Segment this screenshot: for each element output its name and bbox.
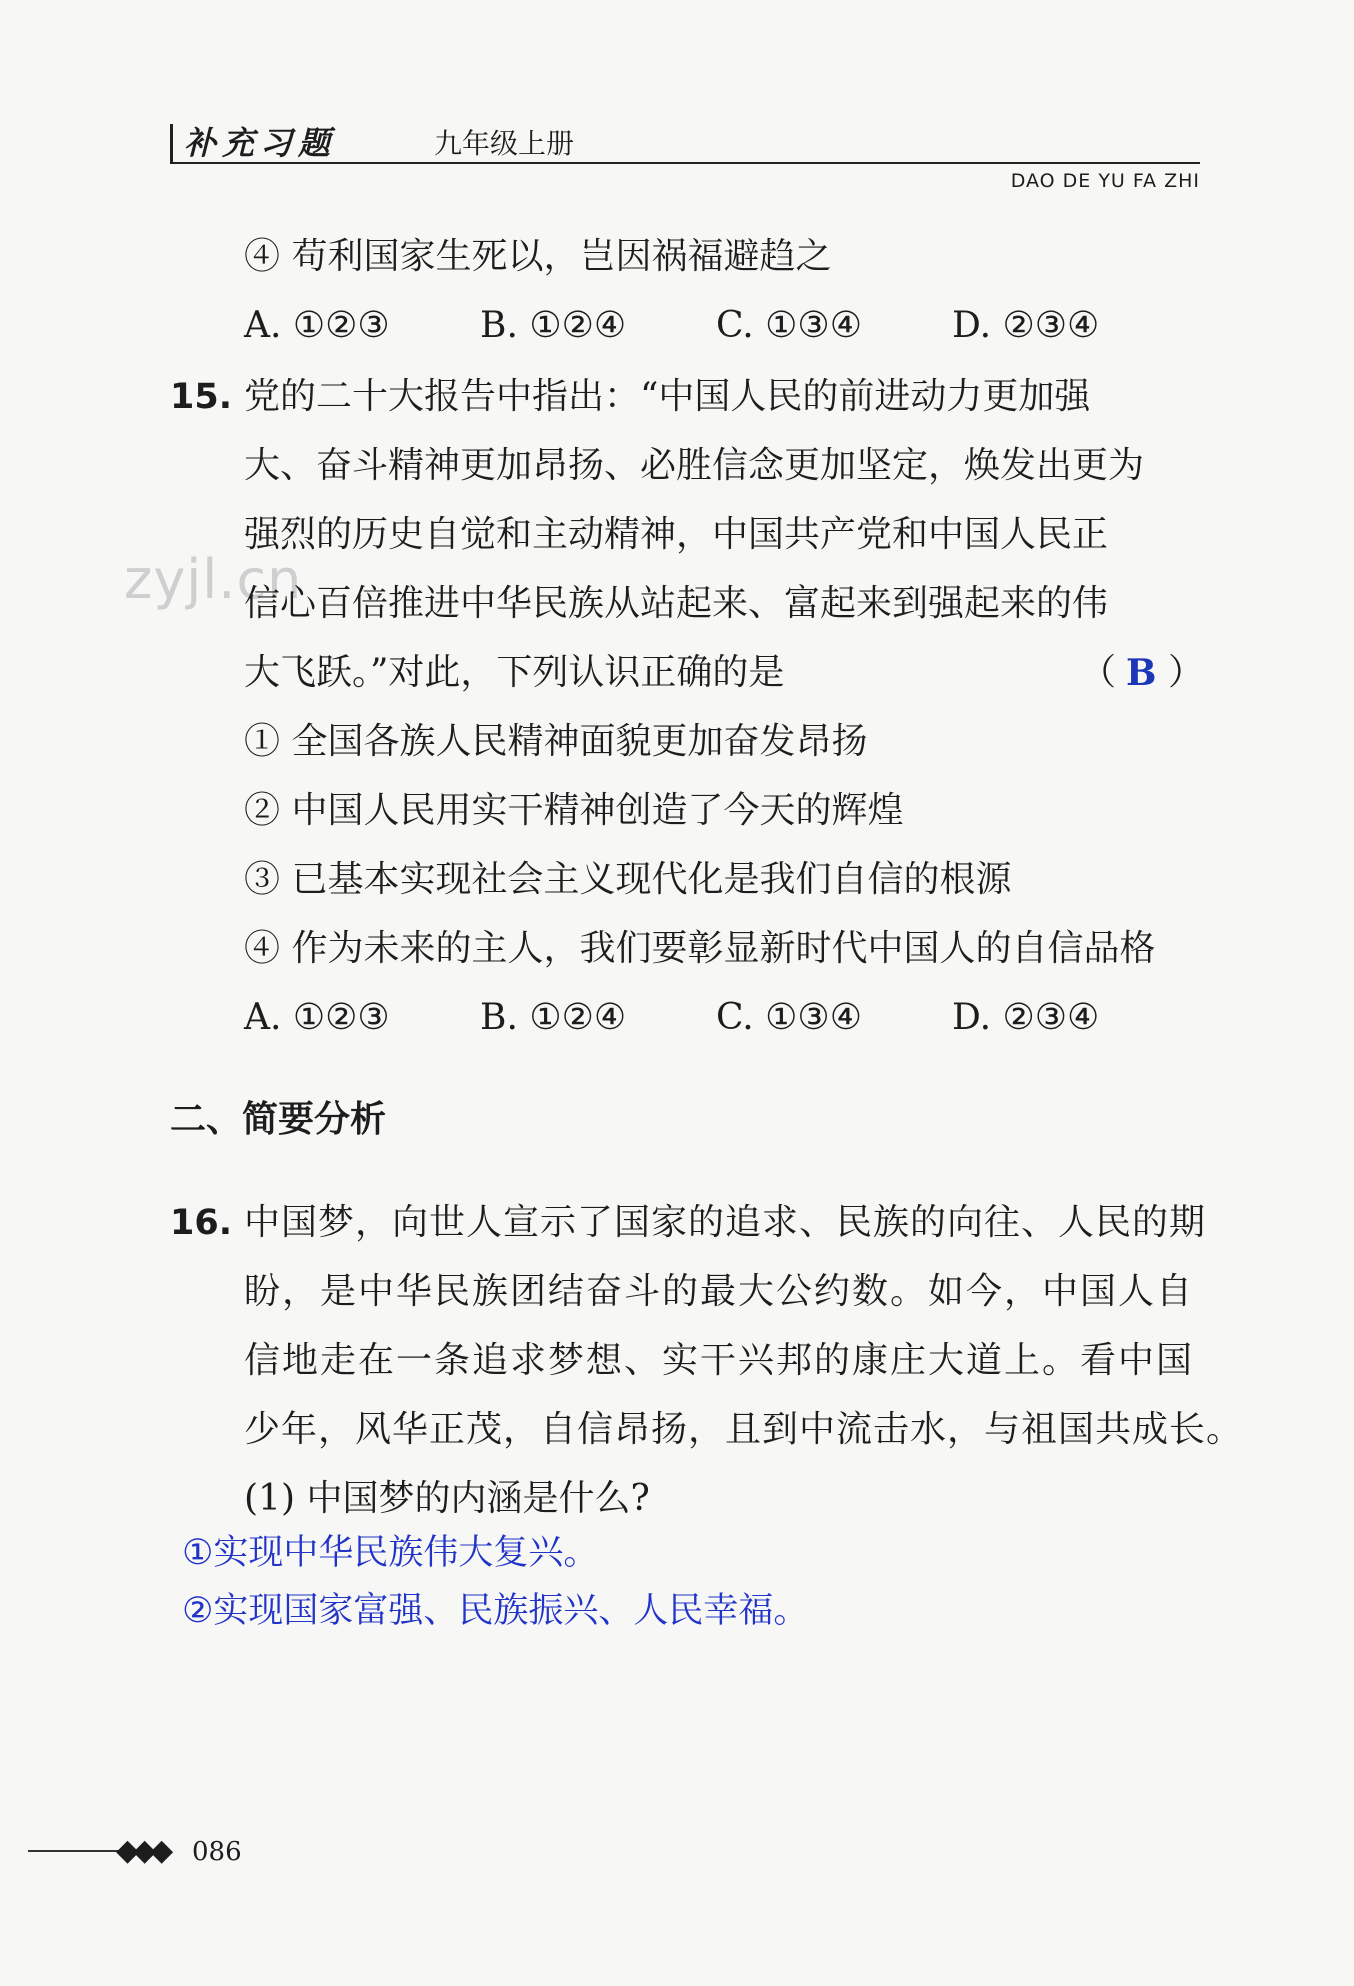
q16-number: 16. — [170, 1203, 233, 1243]
book-title: 补充习题 — [184, 124, 337, 162]
q15-item-1: ① 全国各族人民精神面貌更加奋发昂扬 — [244, 721, 868, 762]
q14-item-4: ④ 苟利国家生死以，岂因祸福避趋之 — [244, 236, 832, 277]
q16-stem-line-1: 中国梦，向世人宣示了国家的追求、民族的向往、人民的期 — [244, 1202, 1207, 1243]
q14-choice-d: D. ②③④ — [952, 305, 1100, 346]
q16-stem-line-4: 少年，风华正茂，自信昂扬，且到中流击水，与祖国共成长。 — [244, 1409, 1244, 1450]
q15-stem-line-4: 信心百倍推进中华民族从站起来、富起来到强起来的伟 — [244, 583, 1109, 624]
q16-subquestion-1: (1) 中国梦的内涵是什么? — [244, 1478, 650, 1519]
q16-answer-line-1: ①实现中华民族伟大复兴。 — [182, 1533, 599, 1573]
q14-choice-b: B. ①②④ — [480, 305, 627, 346]
footer-rule — [28, 1850, 122, 1852]
answer-paren-open: （ — [1080, 652, 1117, 693]
page-number: 086 — [192, 1837, 242, 1867]
q15-stem-line-3: 强烈的历史自觉和主动精神，中国共产党和中国人民正 — [244, 514, 1109, 555]
q15-item-2: ② 中国人民用实干精神创造了今天的辉煌 — [244, 790, 904, 831]
q14-choice-a: A. ①②③ — [244, 305, 390, 346]
grade-label: 九年级上册 — [434, 127, 575, 160]
q15-choice-c: C. ①③④ — [716, 997, 862, 1038]
q15-choice-b: B. ①②④ — [480, 997, 627, 1038]
q15-choice-a: A. ①②③ — [244, 997, 390, 1038]
q15-item-4: ④ 作为未来的主人，我们要彰显新时代中国人的自信品格 — [244, 928, 1156, 969]
q15-number: 15. — [170, 377, 233, 417]
q15-stem-line-1: 党的二十大报告中指出：“中国人民的前进动力更加强 — [244, 376, 1091, 417]
q15-item-3: ③ 已基本实现社会主义现代化是我们自信的根源 — [244, 859, 1012, 900]
header-rule — [170, 162, 1200, 164]
subject-pinyin: DAO DE YU FA ZHI — [1010, 170, 1200, 192]
q15-choice-d: D. ②③④ — [952, 997, 1100, 1038]
q14-choice-c: C. ①③④ — [716, 305, 862, 346]
header-divider — [170, 124, 173, 164]
page-header — [170, 118, 1200, 192]
q15-stem-line-2: 大、奋斗精神更加昂扬、必胜信念更加坚定，焕发出更为 — [244, 445, 1145, 486]
q16-stem-line-3: 信地走在一条追求梦想、实干兴邦的康庄大道上。看中国 — [244, 1340, 1195, 1381]
q16-stem-line-2: 盼，是中华民族团结奋斗的最大公约数。如今，中国人自 — [244, 1271, 1195, 1312]
section-title: 二、简要分析 — [170, 1099, 387, 1140]
q16-answer-line-2: ②实现国家富强、民族振兴、人民幸福。 — [182, 1591, 809, 1631]
answer-paren-close: ） — [1168, 652, 1205, 693]
watermark: zyjl.cn — [124, 548, 303, 611]
footer-diamond-icons: ◆◆◆ — [116, 1833, 168, 1868]
q15-stem-line-5: 大飞跃。”对此，下列认识正确的是 — [244, 652, 785, 693]
q15-answer: B — [1126, 652, 1157, 694]
